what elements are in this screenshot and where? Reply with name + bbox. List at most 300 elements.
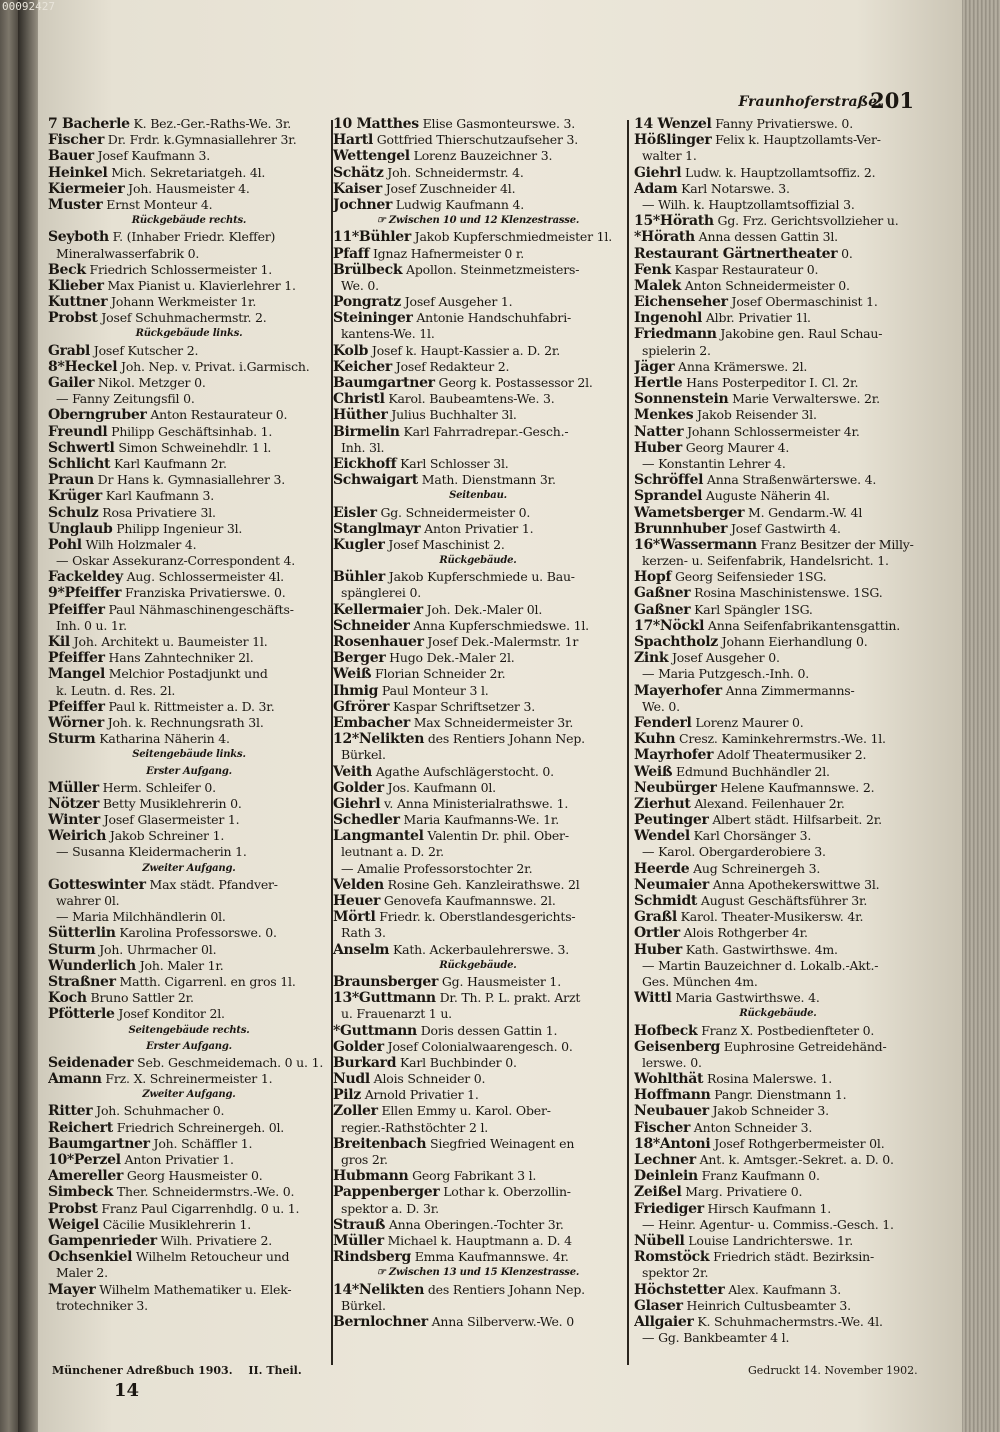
resident-details: Josef k. Haupt-Kassier a. D. 2r. — [368, 342, 561, 358]
resident-details: Seb. Geschmeidemach. 0 u. 1. — [133, 1054, 324, 1070]
resident-entry — [48, 343, 330, 359]
resident-name: Brunnhuber — [634, 520, 728, 537]
resident-entry — [48, 1055, 330, 1071]
resident-name: Schedler — [333, 812, 400, 829]
resident-name: Nübell — [634, 1232, 685, 1249]
resident-name: Heinkel — [48, 164, 108, 181]
resident-entry — [48, 116, 330, 132]
section-heading: Erster Aufgang. — [146, 1040, 232, 1052]
resident-details: Fanny Privatierswe. 0. — [711, 116, 853, 131]
resident-name: Amereller — [48, 1168, 124, 1185]
continuation-line: k. Leutn. d. Res. 2l. — [56, 682, 176, 698]
resident-name: Lechner — [634, 1152, 696, 1168]
resident-details: Auguste Näherin 4l. — [702, 488, 830, 504]
resident-details: Joh. Hausmeister 4. — [124, 180, 250, 196]
resident-entry — [634, 1023, 922, 1039]
resident-entry — [48, 294, 330, 310]
resident-details: Karol. Theater-Musikersw. 4r. — [676, 909, 864, 925]
resident-details: Franz Besitzer der Milly- — [756, 536, 914, 552]
resident-entry — [634, 796, 922, 812]
resident-name: Amann — [48, 1071, 102, 1088]
resident-name: Baumgartner — [48, 1135, 150, 1152]
resident-entry — [634, 116, 922, 132]
resident-name: Schmidt — [634, 893, 698, 909]
resident-name: Hößlinger — [634, 132, 712, 149]
resident-entry — [333, 181, 623, 197]
resident-name: Nötzer — [48, 795, 100, 812]
resident-details: Kath. Gastwirthswe. 4m. — [681, 941, 838, 957]
resident-name: Sturm — [48, 731, 96, 748]
footer-part: II. Theil. — [248, 1364, 302, 1377]
resident-name: Jochner — [333, 196, 393, 213]
resident-name: Praun — [48, 472, 94, 489]
resident-name: Wettengel — [333, 148, 410, 165]
resident-name: Hoffmann — [634, 1087, 711, 1104]
resident-entry — [634, 764, 922, 780]
resident-details: Genovefa Kaufmannswe. 2l. — [380, 893, 556, 908]
continuation-line: — Martin Bauzeichner d. Lokalb.-Akt.- — [642, 957, 879, 973]
resident-details: Joh. Dek.-Maler 0l. — [422, 601, 543, 617]
resident-details: Agathe Aufschlägerstocht. 0. — [371, 763, 554, 779]
resident-name: 10*Perzel — [48, 1152, 121, 1168]
continuation-line: Maler 2. — [56, 1265, 108, 1281]
resident-entry — [333, 456, 623, 472]
resident-name: Klieber — [48, 277, 104, 294]
resident-name: Heerde — [634, 860, 690, 877]
resident-name: Fischer — [634, 1119, 691, 1136]
resident-name: Gaßner — [634, 585, 691, 602]
resident-details: Joh. Maler 1r. — [135, 957, 224, 973]
resident-name: Eisler — [333, 504, 377, 521]
resident-name: Pfeiffer — [48, 698, 105, 715]
resident-name: Veith — [333, 763, 372, 780]
resident-details: Josef Redakteur 2. — [391, 358, 510, 374]
resident-details: Jos. Kaufmann 0l. — [383, 779, 496, 795]
resident-entry — [634, 246, 922, 262]
resident-entry — [48, 537, 330, 553]
resident-name: Bauer — [48, 148, 94, 165]
resident-details: Emma Kaufmannswe. 4r. — [410, 1249, 569, 1265]
continuation-line: wahrer 0l. — [56, 893, 120, 908]
section-heading: Seitengebäude links. — [132, 749, 246, 761]
resident-name: Romstöck — [634, 1249, 710, 1266]
resident-name: Neubauer — [634, 1103, 709, 1120]
resident-details: Jakob Reisender 3l. — [693, 407, 817, 423]
resident-entry — [333, 1168, 623, 1184]
resident-name: Müller — [48, 779, 99, 796]
continuation-line: spektor 2r. — [642, 1265, 709, 1281]
resident-entry — [48, 990, 330, 1006]
resident-details: Hirsch Kaufmann 1. — [703, 1200, 832, 1216]
resident-details: Math. Dienstmann 3r. — [417, 472, 556, 488]
continuation-line: — Konstantin Lehrer 4. — [642, 455, 786, 471]
resident-name: Wametsberger — [634, 504, 745, 521]
resident-name: Sütterlin — [48, 925, 116, 942]
resident-entry — [634, 569, 922, 585]
resident-details: Kath. Ackerbaulehrerswe. 3. — [389, 941, 570, 957]
running-header — [738, 88, 940, 114]
resident-entry — [634, 1120, 922, 1136]
resident-entry — [48, 148, 330, 164]
resident-name: Zierhut — [634, 795, 691, 812]
resident-entry — [48, 440, 330, 456]
resident-entry — [333, 1103, 623, 1119]
resident-details: Maria Gastwirthswe. 4. — [671, 990, 820, 1006]
section-heading: Zweiter Aufgang. — [142, 1089, 236, 1101]
resident-details: Joh. k. Rechnungsrath 3l. — [103, 714, 264, 730]
resident-name: Hertle — [634, 375, 683, 391]
continuation-line: — Amalie Professorstochter 2r. — [341, 860, 533, 876]
resident-details: Aug Schreinergeh 3. — [689, 860, 821, 876]
resident-entry — [48, 731, 330, 747]
continuation-line: spielerin 2. — [642, 342, 711, 358]
resident-entry — [634, 424, 922, 440]
resident-entry — [634, 909, 922, 925]
resident-details: Georg k. Postassessor 2l. — [434, 375, 593, 390]
resident-details: Siegfried Weinagent en — [426, 1135, 575, 1151]
resident-entry — [48, 197, 330, 213]
continuation-line: We. 0. — [642, 698, 680, 714]
resident-name: Pappenberger — [333, 1184, 440, 1201]
resident-entry — [48, 229, 330, 245]
continuation-line: lerswe. 0. — [642, 1054, 702, 1070]
resident-details: Franz Kaufmann 0. — [697, 1168, 820, 1184]
resident-name: 15*Hörath — [634, 213, 714, 230]
resident-name: Zink — [634, 650, 669, 667]
resident-entry — [634, 812, 922, 828]
resident-details: Lorenz Maurer 0. — [691, 714, 804, 730]
resident-details: Josef Colonialwaarengesch. 0. — [383, 1038, 573, 1054]
resident-entry — [48, 1201, 330, 1217]
resident-name: Huber — [634, 439, 682, 456]
footer-imprint — [52, 1364, 302, 1377]
section-heading: Rückgebäude rechts. — [131, 215, 247, 227]
resident-entry — [333, 262, 623, 278]
resident-name: 11*Bühler — [333, 229, 411, 246]
resident-entry — [634, 585, 922, 601]
resident-name: Fenk — [634, 261, 671, 278]
resident-name: Brülbeck — [333, 261, 403, 278]
resident-entry — [634, 537, 922, 553]
resident-details: Adolf Theatermusiker 2. — [713, 747, 867, 763]
resident-details: Anton Restaurateur 0. — [146, 407, 288, 423]
resident-entry — [634, 618, 922, 634]
resident-entry — [48, 165, 330, 181]
resident-entry — [333, 407, 623, 423]
section-heading: ☞ Zwischen 13 und 15 Klenzestrasse. — [376, 1267, 580, 1279]
resident-entry — [48, 715, 330, 731]
resident-name: Geisenberg — [634, 1038, 721, 1055]
resident-name: Mayer — [48, 1281, 96, 1298]
resident-details: Anna Krämerswe. 2l. — [674, 358, 808, 374]
resident-name: Gfrörer — [333, 698, 390, 715]
resident-entry — [634, 1136, 922, 1152]
section-heading: Rückgebäude. — [439, 555, 517, 567]
resident-entry — [634, 1071, 922, 1087]
continuation-line: Inh. 0 u. 1r. — [56, 617, 127, 633]
resident-entry — [333, 569, 623, 585]
resident-details: Josef Zuschneider 4l. — [381, 180, 516, 196]
resident-entry — [48, 181, 330, 197]
resident-entry — [634, 262, 922, 278]
resident-name: Bühler — [333, 569, 385, 586]
resident-details: Max Schneidermeister 3r. — [409, 714, 574, 730]
resident-entry — [333, 505, 623, 521]
resident-name: Keicher — [333, 358, 392, 375]
resident-name: Rindsberg — [333, 1249, 411, 1266]
resident-name: Pfaff — [333, 245, 370, 262]
resident-entry — [48, 521, 330, 537]
resident-details: Karl Buchbinder 0. — [396, 1054, 517, 1070]
resident-entry — [333, 828, 623, 844]
resident-name: Höchstetter — [634, 1281, 725, 1298]
section-heading: Rückgebäude. — [739, 1008, 817, 1020]
resident-name: Weiß — [333, 666, 372, 683]
resident-entry — [48, 877, 330, 893]
resident-name: Golder — [333, 1038, 384, 1055]
continuation-line: gros 2r. — [341, 1152, 388, 1167]
resident-details: Gottfried Thierschutzaufseher 3. — [372, 132, 579, 148]
resident-name: Berger — [333, 650, 386, 667]
resident-name: Deinlein — [634, 1168, 698, 1185]
resident-details: Wilhelm Retoucheur und — [132, 1249, 290, 1265]
resident-details: v. Anna Ministerialrathswe. 1. — [380, 795, 569, 811]
resident-details: Karl Kaufmann 3. — [102, 488, 215, 504]
resident-entry — [634, 1282, 922, 1298]
resident-entry — [48, 925, 330, 941]
resident-details: Hugo Dek.-Maler 2l. — [385, 650, 515, 666]
resident-details: Joh. Schuhmacher 0. — [92, 1103, 225, 1119]
continuation-line: Inh. 3l. — [341, 439, 385, 455]
resident-entry — [48, 942, 330, 958]
resident-entry — [333, 132, 623, 148]
resident-name: Seidenader — [48, 1054, 134, 1071]
resident-details: Georg Maurer 4. — [681, 439, 790, 455]
resident-name: Christl — [333, 391, 385, 408]
resident-name: Fischer — [48, 132, 105, 149]
resident-name: Pilz — [333, 1087, 361, 1104]
resident-name: Fenderl — [634, 714, 692, 731]
resident-name: Hartl — [333, 132, 373, 149]
continuation-line: u. Frauenarzt 1 u. — [341, 1006, 452, 1022]
resident-entry — [634, 877, 922, 893]
resident-entry — [48, 1168, 330, 1184]
resident-details: Alexand. Feilenhauer 2r. — [690, 795, 845, 811]
resident-entry — [634, 407, 922, 423]
resident-details: Albert städt. Hilfsarbeit. 2r. — [708, 812, 882, 828]
resident-details: Friedrich Schlossermeister 1. — [85, 261, 273, 277]
resident-name: Weigel — [48, 1216, 100, 1233]
resident-entry — [634, 1168, 922, 1184]
resident-details: Anna Silberverw.-We. 0 — [427, 1313, 574, 1329]
resident-details: Anton Privatier 1. — [420, 520, 534, 536]
resident-details: Aug. Schlossermeister 4l. — [122, 569, 284, 585]
resident-details: Joh. Nep. v. Privat. i.Garmisch. — [117, 358, 310, 374]
continuation-line: Mineralwasserfabrik 0. — [56, 245, 200, 261]
resident-details: M. Gendarm.-W. 4l — [744, 504, 863, 520]
resident-details: Karl Kaufmann 2r. — [110, 455, 227, 471]
resident-details: Dr. Th. P. L. prakt. Arzt — [435, 990, 581, 1006]
resident-details: Louise Landrichterswe. 1r. — [684, 1232, 853, 1248]
resident-details: Marg. Privatiere 0. — [681, 1184, 803, 1200]
resident-details: Pangr. Dienstmann 1. — [710, 1087, 847, 1103]
resident-name: Eickhoff — [333, 455, 397, 472]
resident-name: Muster — [48, 196, 103, 213]
resident-entry — [634, 181, 922, 197]
resident-name: Adam — [634, 180, 678, 197]
resident-details: Helene Kaufmannswe. 2. — [716, 779, 875, 795]
resident-name: 17*Nöckl — [634, 617, 705, 634]
resident-name: Ortler — [634, 925, 680, 942]
resident-details: Josef Maschinist 2. — [384, 536, 505, 552]
resident-details: Anna dessen Gattin 3l. — [694, 229, 838, 245]
resident-name: Kuttner — [48, 294, 108, 311]
resident-entry — [333, 666, 623, 682]
resident-entry — [48, 650, 330, 666]
resident-name: Breitenbach — [333, 1135, 427, 1152]
resident-details: Joh. Schäffler 1. — [149, 1135, 253, 1151]
resident-name: Wittl — [634, 990, 672, 1007]
resident-name: Jäger — [634, 358, 675, 375]
resident-name: Oberngruber — [48, 407, 147, 424]
resident-name: Natter — [634, 423, 684, 440]
printer-signature: 14 — [114, 1380, 140, 1401]
resident-name: Straßner — [48, 973, 116, 990]
resident-entry — [333, 246, 623, 262]
continuation-line: — Fanny Zeitungsfil 0. — [56, 391, 195, 407]
resident-details: Kaspar Schriftsetzer 3. — [389, 698, 535, 714]
resident-name: Ochsenkiel — [48, 1249, 133, 1266]
resident-entry — [48, 1071, 330, 1087]
resident-entry — [48, 585, 330, 601]
resident-entry — [634, 1152, 922, 1168]
resident-name: Kuhn — [634, 731, 676, 748]
resident-entry — [333, 1023, 623, 1039]
resident-details: Jakob Schneider 3. — [708, 1103, 829, 1119]
resident-details: Hans Posterpeditor I. Cl. 2r. — [682, 375, 859, 390]
resident-details: Gg. Hausmeister 1. — [438, 973, 561, 989]
resident-details: K. Schuhmachermstrs.-We. 4l. — [693, 1313, 883, 1329]
resident-entry — [333, 1249, 623, 1265]
resident-name: Neumaier — [634, 876, 709, 893]
resident-name: Rosenhauer — [333, 634, 424, 650]
resident-details: Ludwig Kaufmann 4. — [392, 196, 525, 212]
section-heading: Erster Aufgang. — [146, 765, 232, 777]
resident-details: 0. — [837, 245, 853, 261]
resident-entry — [333, 537, 623, 553]
continuation-line: — Gg. Bankbeamter 4 l. — [642, 1330, 790, 1346]
resident-entry — [48, 407, 330, 423]
resident-name: Simbeck — [48, 1184, 114, 1201]
continuation-line: — Maria Milchhändlerin 0l. — [56, 909, 226, 925]
resident-entry — [48, 634, 330, 650]
continuation-line: spänglerei 0. — [341, 585, 421, 601]
continuation-line: Ges. München 4m. — [642, 973, 758, 989]
resident-name: Gampenrieder — [48, 1232, 157, 1249]
resident-entry — [333, 780, 623, 796]
resident-details: Josef Dek.-Malermstr. 1r — [423, 634, 579, 649]
resident-details: Florian Schneider 2r. — [371, 666, 506, 682]
resident-details: Philipp Ingenieur 3l. — [112, 520, 243, 536]
resident-details: Friedrich Schreinergeh. 0l. — [112, 1119, 285, 1135]
resident-name: Ingenohl — [634, 310, 703, 327]
resident-entry — [48, 974, 330, 990]
resident-details: Dr Hans k. Gymnasiallehrer 3. — [93, 472, 286, 488]
resident-entry — [333, 877, 623, 893]
resident-details: Josef Kaufmann 3. — [93, 148, 210, 164]
resident-entry — [48, 1282, 330, 1298]
resident-details: Josef Gastwirth 4. — [727, 520, 841, 536]
resident-details: Anton Schneidermeister 0. — [681, 277, 850, 293]
resident-details: Valentin Dr. phil. Ober- — [423, 828, 569, 844]
continuation-line: — Susanna Kleidermacherin 1. — [56, 844, 247, 860]
resident-entry — [634, 1039, 922, 1055]
resident-details: Lorenz Bauzeichner 3. — [409, 148, 553, 164]
resident-details: F. (Inhaber Friedr. Kleffer) — [108, 229, 276, 245]
resident-name: Giehrl — [634, 164, 682, 181]
resident-details: Franz Paul Cigarrenhdlg. 0 u. 1. — [97, 1200, 300, 1216]
column-1 — [48, 116, 330, 1376]
resident-entry — [634, 683, 922, 699]
resident-name: Freundl — [48, 423, 108, 440]
resident-entry — [48, 958, 330, 974]
resident-entry — [333, 391, 623, 407]
resident-details: Maria Kaufmanns-We. 1r. — [399, 812, 560, 828]
resident-name: Gaßner — [634, 601, 691, 618]
resident-details: Anna Zimmermanns- — [721, 682, 855, 698]
scan-id: 00092427 — [2, 0, 55, 13]
continuation-line: — Maria Putzgesch.-Inh. 0. — [642, 666, 809, 682]
resident-entry — [48, 666, 330, 682]
footer-title: Münchener Adreßbuch 1903. — [52, 1364, 233, 1377]
resident-details: Karol. Baubeamtens-We. 3. — [384, 391, 555, 407]
resident-details: Ludw. k. Hauptzollamtsoffiz. 2. — [681, 164, 876, 180]
resident-name: Ihmig — [333, 682, 379, 699]
resident-details: Mich. Sekretariatgeh. 4l. — [107, 164, 266, 180]
resident-entry — [634, 715, 922, 731]
resident-details: Wilh. Privatiere 2. — [156, 1232, 272, 1248]
resident-details: Jakob Kupferschmiedmeister 1l. — [410, 229, 613, 245]
resident-entry — [634, 440, 922, 456]
resident-entry — [333, 974, 623, 990]
continuation-line: Bürkel. — [341, 1297, 386, 1313]
resident-name: 12*Nelikten — [333, 731, 425, 748]
resident-details: Friedrich städt. Bezirksin- — [709, 1249, 874, 1265]
resident-details: Wilh Holzmaler 4. — [81, 536, 197, 552]
resident-details: Ant. k. Amtsger.-Sekret. a. D. 0. — [695, 1152, 894, 1167]
resident-name: Wörner — [48, 714, 104, 731]
resident-entry — [333, 602, 623, 618]
resident-entry — [48, 359, 330, 375]
resident-entry — [634, 1184, 922, 1200]
resident-entry — [333, 683, 623, 699]
resident-entry — [48, 1103, 330, 1119]
resident-name: Heuer — [333, 893, 381, 909]
resident-entry — [634, 310, 922, 326]
resident-details: Friedr. k. Oberstlandesgerichts- — [375, 909, 576, 925]
resident-details: Marie Verwalterswe. 2r. — [728, 391, 880, 407]
resident-details: Antonie Handschuhfabri- — [412, 310, 572, 326]
resident-name: 9*Pfeiffer — [48, 585, 122, 602]
continuation-line: Rath 3. — [341, 925, 386, 941]
resident-entry — [333, 294, 623, 310]
resident-name: Pongratz — [333, 294, 401, 311]
resident-details: Rosine Geh. Kanzleirathswe. 2l — [383, 876, 580, 892]
section-heading: Zweiter Aufgang. — [142, 862, 236, 874]
resident-entry — [634, 375, 922, 391]
resident-entry — [333, 764, 623, 780]
resident-details: Josef Ausgeher 0. — [668, 650, 780, 666]
